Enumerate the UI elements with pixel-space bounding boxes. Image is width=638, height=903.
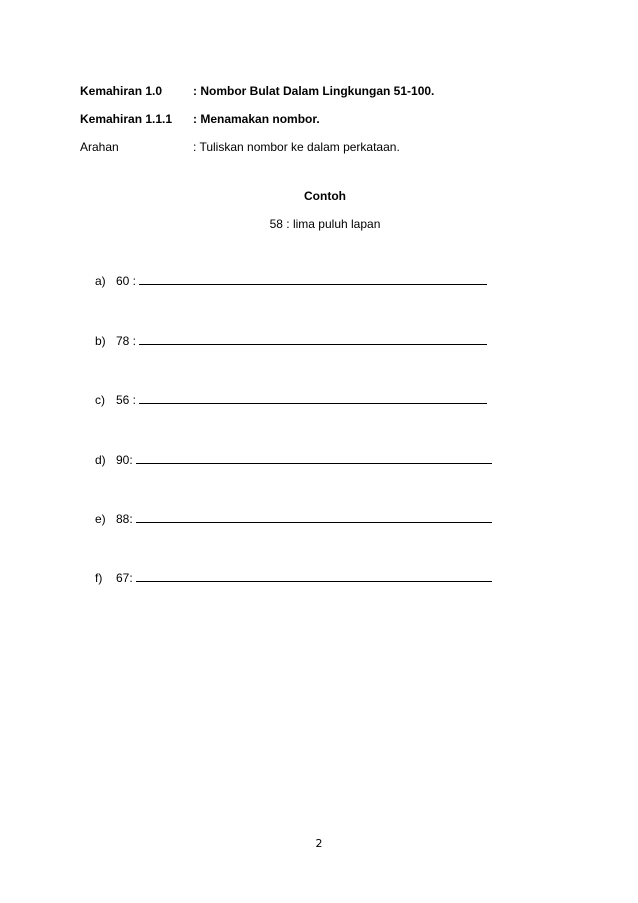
page-number: 2 <box>315 837 323 850</box>
question-e <box>95 511 492 526</box>
answer-line-b[interactable] <box>139 333 487 345</box>
example-title: Contoh <box>304 189 346 203</box>
question-c <box>95 392 487 407</box>
example-text: 58 : lima puluh lapan <box>269 217 381 231</box>
answer-line-c[interactable] <box>139 392 487 404</box>
question-letter: f) <box>95 571 103 585</box>
question-a <box>95 273 487 288</box>
skill-2-label: Kemahiran 1.1.1 <box>80 112 173 126</box>
question-number: 88: <box>116 512 133 526</box>
question-number: 56 : <box>116 393 137 407</box>
answer-line-d[interactable] <box>136 452 492 464</box>
answer-line-f[interactable] <box>136 570 492 582</box>
question-number: 90: <box>116 453 133 467</box>
question-number: 60 : <box>116 274 137 288</box>
question-letter: e) <box>95 512 106 526</box>
skill-2-value: : Menamakan nombor. <box>193 112 320 126</box>
instruction-label: Arahan <box>80 140 119 154</box>
question-letter: c) <box>95 393 105 407</box>
skill-1-value: : Nombor Bulat Dalam Lingkungan 51-100. <box>193 84 435 98</box>
question-number: 67: <box>116 571 133 585</box>
answer-line-a[interactable] <box>139 273 487 285</box>
question-f <box>95 570 492 585</box>
question-b <box>95 333 487 348</box>
question-letter: a) <box>95 274 106 288</box>
question-number: 78 : <box>116 334 137 348</box>
question-letter: d) <box>95 453 106 467</box>
skill-1-label: Kemahiran 1.0 <box>80 84 163 98</box>
question-d <box>95 452 492 467</box>
answer-line-e[interactable] <box>136 511 492 523</box>
question-letter: b) <box>95 334 106 348</box>
instruction-value: : Tuliskan nombor ke dalam perkataan. <box>193 140 400 154</box>
